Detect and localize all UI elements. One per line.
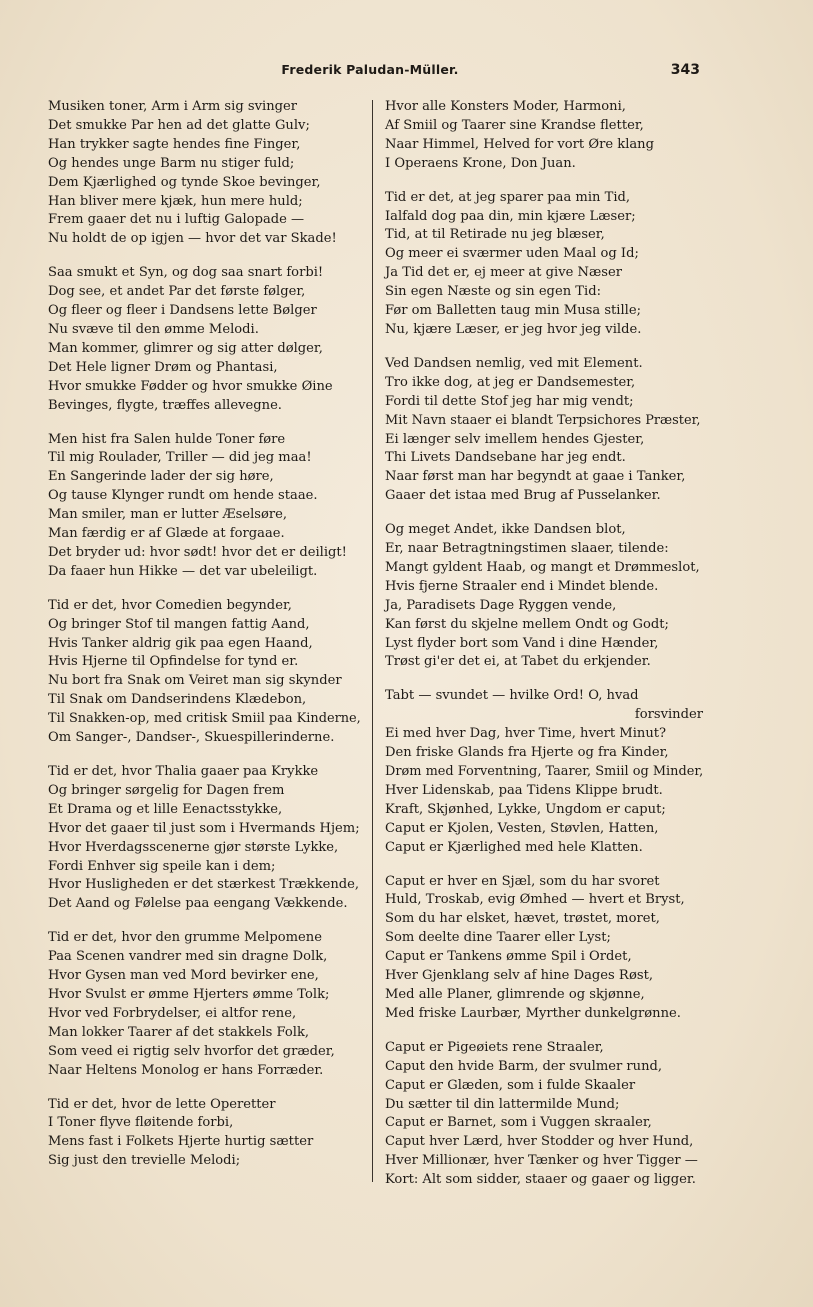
verse-line: Det smukke Par hen ad det glatte Gulv; — [48, 117, 310, 133]
verse-line: Bevinges, flygte, træffes allevegne. — [48, 397, 282, 413]
verse-line: Tid er det, at jeg sparer paa min Tid, — [385, 189, 631, 205]
verse-line: I Operaens Krone, Don Juan. — [385, 155, 576, 171]
verse-line: Drøm med Forventning, Taarer, Smiil og Minder, — [385, 764, 704, 779]
verse-line: Man smiler, man er lutter Æselsøre, — [48, 507, 288, 523]
verse-line: Ialfald dog paa din, min kjære Læser; — [385, 208, 636, 224]
left-stanza — [48, 597, 363, 748]
verse-line: Tid er det, hvor Comedien begynder, — [48, 597, 292, 613]
verse-line: Ja Tid det er, ej meer at give Næser — [385, 265, 623, 281]
verse-line: Kort: Alt som sidder, staaer og gaaer og ligger. — [385, 1172, 696, 1188]
verse-line: I Toner flyve fløitende forbi, — [48, 1115, 234, 1131]
verse-line: Og meer ei sværmer uden Maal og Id; — [385, 246, 639, 262]
right-stanza — [385, 687, 703, 857]
left-stanza — [48, 98, 363, 249]
verse-line: Hvor Svulst er ømme Hjerters ømme Tolk; — [48, 986, 330, 1002]
right-stanza — [385, 1039, 703, 1190]
verse-line: Tid er det, hvor den grumme Melpomene — [48, 930, 322, 946]
verse-line: Nu svæve til den ømme Melodi. — [48, 321, 259, 337]
verse-line: Til Snakken-op, med critisk Smiil paa Kinderne, — [48, 711, 361, 727]
page-number: 343 — [670, 62, 700, 78]
verse-line: Hvis Hjerne til Opfindelse for tynd er. — [48, 654, 299, 670]
verse-line: Caput er Barnet, som i Vuggen skraaler, — [385, 1115, 652, 1131]
verse-line: Caput er Kjærlighed med hele Klatten. — [385, 839, 643, 855]
verse-line: Det Hele ligner Drøm og Phantasi, — [48, 359, 278, 375]
verse-line: Sin egen Næste og sin egen Tid: — [385, 284, 602, 300]
verse-line: Kraft, Skjønhed, Lykke, Ungdom er caput; — [385, 801, 666, 817]
verse-line: En Sangerinde lader der sig høre, — [48, 469, 274, 485]
verse-line: Tabt — svundet — hvilke Ord! O, hvad — [385, 688, 639, 704]
verse-line: Caput er Glæden, som i fulde Skaaler — [385, 1077, 636, 1093]
verse-line: Og bringer sørgelig for Dagen frem — [48, 782, 285, 798]
right-stanza — [385, 873, 703, 1024]
left-stanza — [48, 929, 363, 1080]
right-stanza — [385, 98, 703, 174]
verse-line: Fordi Enhver sig speile kan i dem; — [48, 858, 276, 874]
verse-line: Som deelte dine Taarer eller Lyst; — [385, 930, 611, 946]
verse-line: Af Smiil og Taarer sine Krandse fletter, — [385, 117, 644, 133]
verse-line: forsvinder — [634, 707, 703, 723]
verse-line: Dog see, et andet Par det første følger, — [48, 284, 306, 300]
verse-line: Hvor det gaaer til just som i Hvermands Hjem; — [48, 820, 360, 836]
verse-line: Mens fast i Folkets Hjerte hurtig sætter — [48, 1134, 314, 1150]
verse-line: Caput er Kjolen, Vesten, Støvlen, Hatten, — [385, 820, 659, 836]
verse-line: Huld, Troskab, evig Ømhed — hvert et Bryst, — [385, 892, 685, 908]
verse-line: Tid er det, hvor de lette Operetter — [48, 1096, 276, 1112]
verse-line: Om Sanger-, Dandser-, Skuespillerinderne. — [48, 730, 335, 746]
verse-line: Nu holdt de op igjen — hvor det var Skade! — [48, 231, 337, 247]
verse-line: Nu bort fra Snak om Veiret man sig skynder — [48, 673, 342, 689]
verse-line: Gaaer det istaa med Brug af Pusselanker. — [385, 488, 661, 504]
verse-line: Sig just den trevielle Melodi; — [48, 1153, 241, 1169]
verse-line: Lyst flyder bort som Vand i dine Hænder, — [385, 635, 659, 651]
verse-line: Og tause Klynger rundt om hende staae. — [48, 488, 318, 504]
verse-line: Man kommer, glimrer og sig atter dølger, — [48, 340, 323, 356]
verse-line: Er, naar Betragtningstimen slaaer, tilende: — [385, 541, 669, 557]
left-stanza — [48, 763, 363, 914]
verse-line: Fordi til dette Stof jeg har mig vendt; — [385, 393, 634, 409]
verse-line: Ja, Paradisets Dage Ryggen vende, — [385, 597, 617, 613]
verse-line: Hver Millionær, hver Tænker og hver Tigger — — [385, 1153, 698, 1169]
verse-line: Han trykker sagte hendes fine Finger, — [48, 136, 301, 152]
left-stanza — [48, 264, 363, 415]
verse-line: Og bringer Stof til mangen fattig Aand, — [48, 616, 310, 632]
verse-line: Den friske Glands fra Hjerte og fra Kinder, — [385, 745, 669, 761]
verse-line: Hver Lidenskab, paa Tidens Klippe brudt. — [385, 782, 663, 798]
right-stanza — [385, 355, 703, 506]
verse-line: Mangt gyldent Haab, og mangt et Drømmeslot, — [385, 559, 700, 575]
verse-line: Før om Balletten taug min Musa stille; — [385, 303, 642, 319]
verse-line: Som veed ei rigtig selv hvorfor det græder, — [48, 1043, 335, 1059]
verse-line: Det bryder ud: hvor sødt! hvor det er deiligt! — [48, 544, 347, 560]
verse-line: Og hendes unge Barm nu stiger fuld; — [48, 155, 295, 171]
left-stanza — [48, 431, 363, 582]
verse-line: Men hist fra Salen hulde Toner føre — [48, 431, 286, 447]
verse-line: Tro ikke dog, at jeg er Dandsemester, — [385, 374, 636, 390]
verse-line: Hvor Hverdagsscenerne gjør største Lykke, — [48, 839, 339, 855]
running-head-author: Frederik Paludan-Müller. — [281, 62, 459, 77]
verse-line: Han bliver mere kjæk, hun mere huld; — [48, 193, 303, 209]
verse-line: Tid, at til Retirade nu jeg blæser, — [385, 227, 605, 243]
verse-line: Nu, kjære Læser, er jeg hvor jeg vilde. — [385, 321, 642, 337]
verse-line: Med friske Laurbær, Myrther dunkelgrønne. — [385, 1005, 681, 1021]
verse-line: Caput hver Lærd, hver Stodder og hver Hund, — [385, 1134, 694, 1150]
verse-line: Trøst gi'er det ei, at Tabet du erkjender. — [385, 654, 651, 670]
verse-line: Og meget Andet, ikke Dandsen blot, — [385, 522, 626, 538]
verse-line: Til mig Roulader, Triller — did jeg maa! — [48, 450, 312, 466]
verse-line: Som du har elsket, hævet, trøstet, moret, — [385, 911, 660, 927]
verse-line: Caput er Pigeøiets rene Straaler, — [385, 1039, 604, 1055]
column-divider — [372, 100, 373, 1182]
verse-line: Man færdig er af Glæde at forgaae. — [48, 526, 285, 542]
verse-line: Caput er Tankens ømme Spil i Ordet, — [385, 949, 632, 965]
verse-line: Med alle Planer, glimrende og skjønne, — [385, 986, 645, 1002]
verse-line: Hver Gjenklang selv af hine Dages Røst, — [385, 968, 654, 984]
verse-line: Ei længer selv imellem hendes Gjester, — [385, 431, 645, 447]
verse-line: Dem Kjærlighed og tynde Skoe bevinger, — [48, 174, 321, 190]
verse-line: Da faaer hun Hikke — det var ubeleiligt. — [48, 563, 318, 579]
verse-line: Hvor ved Forbrydelser, ei altfor rene, — [48, 1005, 297, 1021]
verse-line: Hvor Husligheden er det stærkest Trækkende, — [48, 877, 360, 893]
right-stanza — [385, 189, 703, 340]
verse-line: Caput er hver en Sjæl, som du har svoret — [385, 873, 660, 889]
verse-line: Man lokker Taarer af det stakkels Folk, — [48, 1024, 310, 1040]
right-stanza — [385, 521, 703, 672]
verse-line: Du sætter til din lattermilde Mund; — [385, 1096, 620, 1112]
verse-line: Naar Himmel, Helved for vort Øre klang — [385, 136, 654, 152]
verse-line: Hvis fjerne Straaler end i Mindet blende. — [385, 578, 659, 594]
verse-line: Thi Livets Dandsebane har jeg endt. — [385, 450, 626, 466]
verse-line: Naar Heltens Monolog er hans Forræder. — [48, 1062, 324, 1078]
verse-line: Ved Dandsen nemlig, ved mit Element. — [385, 355, 643, 371]
verse-line: Et Drama og et lille Eenactsstykke, — [48, 801, 283, 817]
verse-line: Caput den hvide Barm, der svulmer rund, — [385, 1058, 663, 1074]
verse-line: Musiken toner, Arm i Arm sig svinger — [48, 99, 298, 114]
verse-line: Det Aand og Følelse paa eengang Vækkende. — [48, 896, 348, 912]
left-column — [48, 98, 363, 1186]
verse-line: Frem gaaer det nu i luftig Galopade — — [48, 212, 305, 228]
verse-line: Hvor smukke Fødder og hvor smukke Øine — [48, 378, 333, 394]
verse-line: Naar først man har begyndt at gaae i Tanker, — [385, 469, 686, 485]
right-column — [385, 98, 703, 1205]
verse-line: Hvis Tanker aldrig gik paa egen Haand, — [48, 635, 313, 651]
verse-line: Ei med hver Dag, hver Time, hvert Minut? — [385, 726, 667, 742]
verse-line: Paa Scenen vandrer med sin dragne Dolk, — [48, 949, 328, 965]
verse-line: Mit Navn staaer ei blandt Terpsichores Præster, — [385, 412, 701, 428]
verse-line: Hvor Gysen man ved Mord bevirker ene, — [48, 968, 319, 984]
verse-line: Hvor alle Konsters Moder, Harmoni, — [385, 99, 626, 114]
verse-line: Saa smukt et Syn, og dog saa snart forbi! — [48, 265, 324, 281]
verse-line: Kan først du skjelne mellem Ondt og Godt; — [385, 616, 669, 632]
verse-line: Og fleer og fleer i Dandsens lette Bølger — [48, 303, 317, 319]
verse-line: Tid er det, hvor Thalia gaaer paa Krykke — [48, 764, 319, 779]
left-stanza — [48, 1096, 363, 1172]
verse-line: Til Snak om Dandserindens Klædebon, — [48, 692, 307, 708]
